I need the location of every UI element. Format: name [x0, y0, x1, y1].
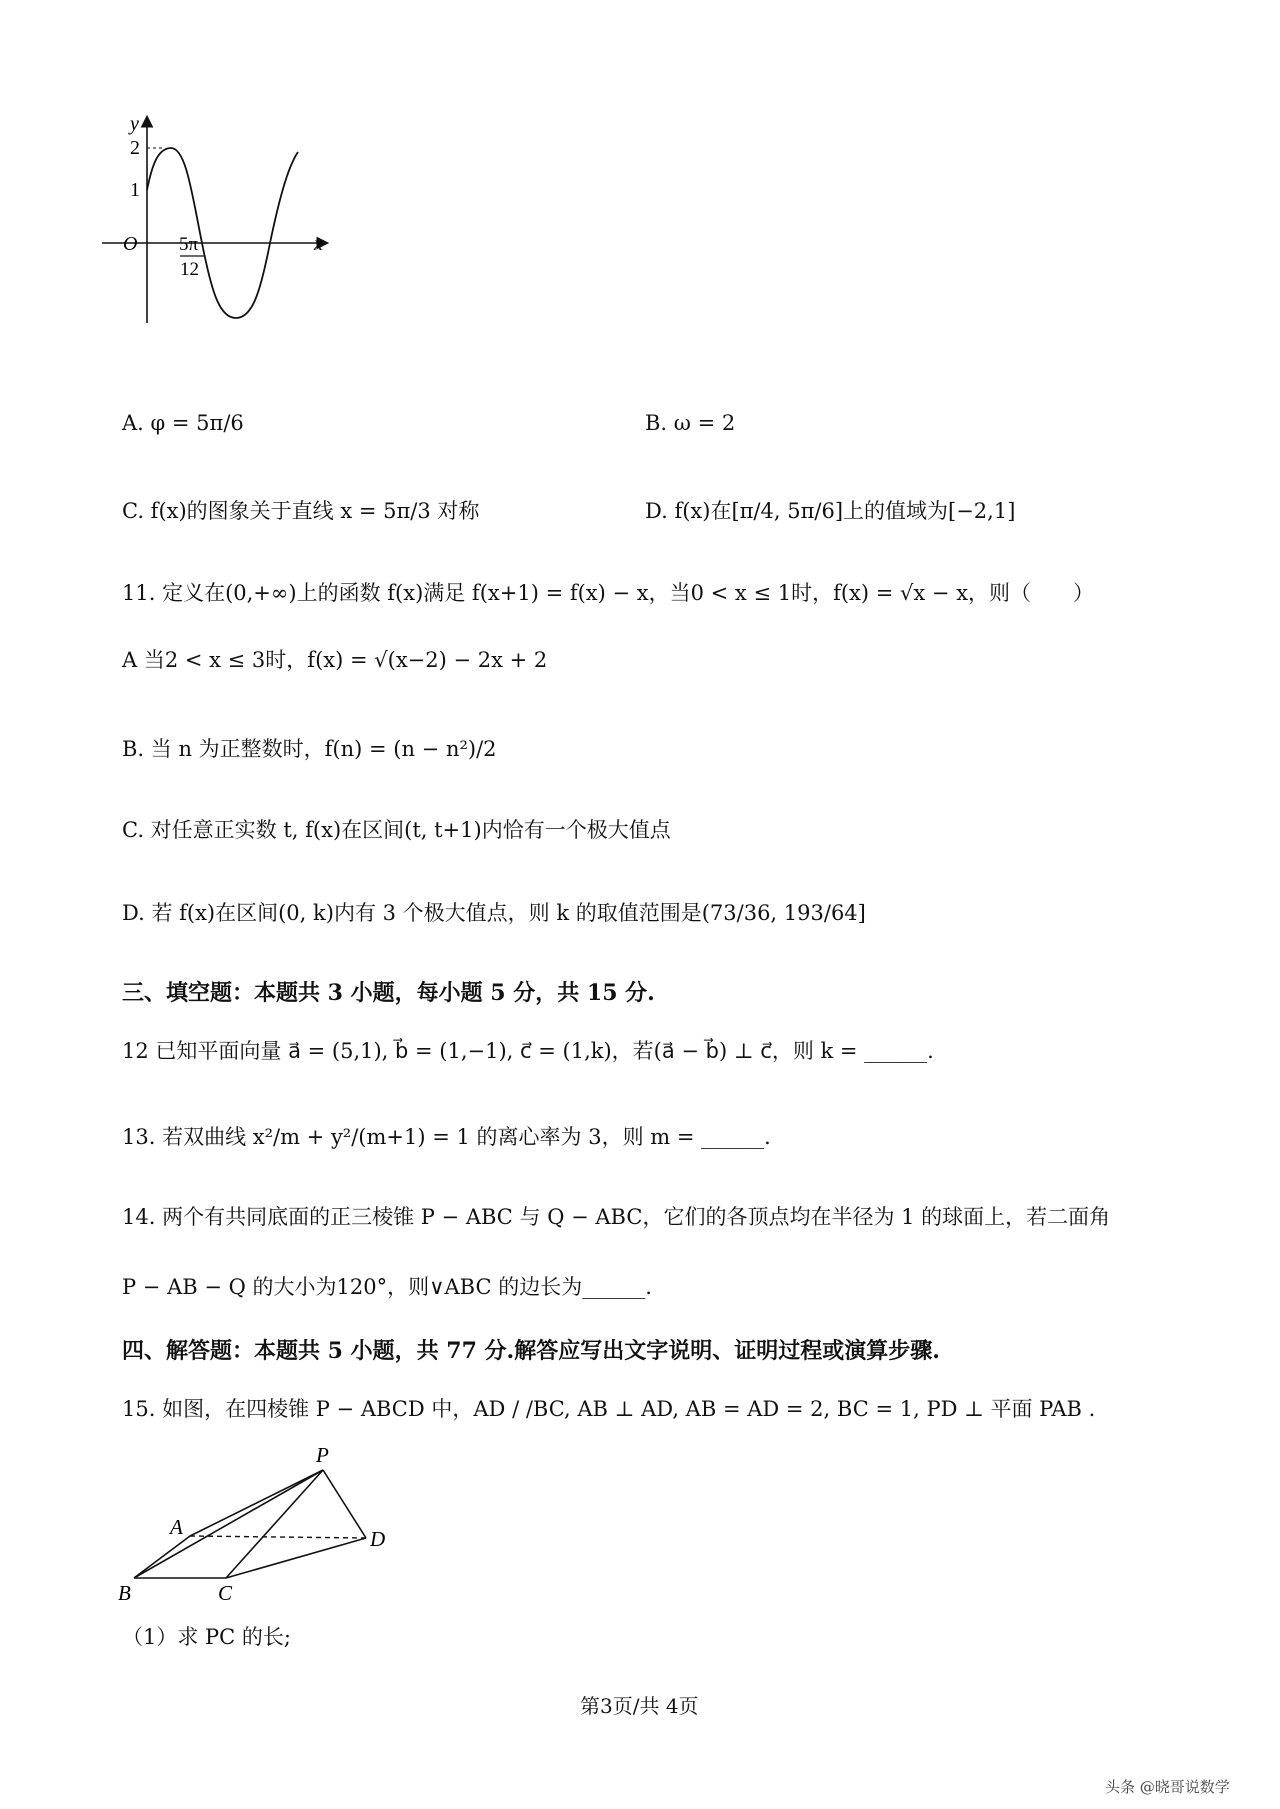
- tick-x-denominator: 12: [180, 259, 199, 280]
- vertex-D-label: D: [370, 1527, 386, 1551]
- q11-option-d: D. 若 f(x)在区间(0, k)内有 3 个极大值点，则 k 的取值范围是(73/36, 193/64]: [122, 901, 866, 925]
- edge-PD: [323, 1470, 366, 1538]
- q11-stem: 11. 定义在(0,+∞)上的函数 f(x)满足 f(x+1) = f(x) − x，当0 < x ≤ 1时，f(x) = √x − x，则（ ）: [122, 581, 1095, 605]
- q13-text: 13. 若双曲线 x²/m + y²/(m+1) = 1 的离心率为 3，则 m = ______.: [122, 1125, 771, 1149]
- vertex-P-label: P: [316, 1443, 329, 1467]
- q11-option-a: A 当2 < x ≤ 3时，f(x) = √(x−2) − 2x + 2: [122, 648, 548, 672]
- vertex-C-label: C: [218, 1581, 233, 1605]
- q12-text: 12 已知平面向量 a⃗ = (5,1), b⃗ = (1,−1), c⃗ = (1,k)，若(a⃗ − b⃗) ⊥ c⃗，则 k = ______.: [122, 1039, 934, 1063]
- q10-option-c: C. f(x)的图象关于直线 x = 5π/3 对称: [122, 499, 480, 523]
- vertex-A-label: A: [170, 1515, 183, 1539]
- q14-line-1: 14. 两个有共同底面的正三棱锥 P − ABC 与 Q − ABC，它们的各顶点均在半径为 1 的球面上，若二面角: [122, 1205, 1111, 1229]
- edge-BA: [134, 1536, 190, 1578]
- watermark-caption: 头条 @晓哥说数学: [1105, 1778, 1230, 1796]
- page-footer: 第3页/共 4页: [580, 1694, 699, 1718]
- x-axis-label: x: [314, 233, 323, 255]
- q11-option-b: B. 当 n 为正整数时，f(n) = (n − n²)/2: [122, 737, 497, 761]
- edge-PC: [226, 1470, 323, 1578]
- sine-graph: [100, 110, 360, 370]
- edge-PA: [190, 1470, 323, 1536]
- edge-PB: [134, 1470, 323, 1578]
- q10-option-d: D. f(x)在[π/4, 5π/6]上的值域为[−2,1]: [645, 499, 1016, 523]
- pyramid-figure: [110, 1440, 400, 1610]
- q11-option-c: C. 对任意正实数 t, f(x)在区间(t, t+1)内恰有一个极大值点: [122, 818, 671, 842]
- tick-y-2: 2: [130, 137, 140, 159]
- q10-option-b: B. ω = 2: [645, 411, 736, 435]
- section-4-heading: 四、解答题：本题共 5 小题，共 77 分.解答应写出文字说明、证明过程或演算步骤.: [122, 1338, 940, 1364]
- q15-stem: 15. 如图，在四棱锥 P − ABCD 中，AD / /BC, AB ⊥ AD, AB = AD = 2, BC = 1, PD ⊥ 平面 PAB .: [122, 1397, 1096, 1421]
- origin-label: O: [123, 233, 138, 255]
- y-axis-label: y: [130, 113, 139, 135]
- vertex-B-label: B: [118, 1581, 131, 1605]
- section-3-heading: 三、填空题：本题共 3 小题，每小题 5 分，共 15 分.: [122, 980, 655, 1006]
- q10-option-a: A. φ = 5π/6: [122, 411, 244, 435]
- q15-part-1: （1）求 PC 的长;: [122, 1625, 291, 1649]
- q14-line-2: P − AB − Q 的大小为120°，则∨ABC 的边长为______.: [122, 1275, 652, 1299]
- sine-curve: [147, 148, 298, 318]
- tick-x-numerator: 5π: [179, 234, 199, 255]
- edge-CD: [226, 1538, 366, 1578]
- tick-y-1: 1: [130, 179, 140, 201]
- edge-AD-hidden: [190, 1536, 366, 1538]
